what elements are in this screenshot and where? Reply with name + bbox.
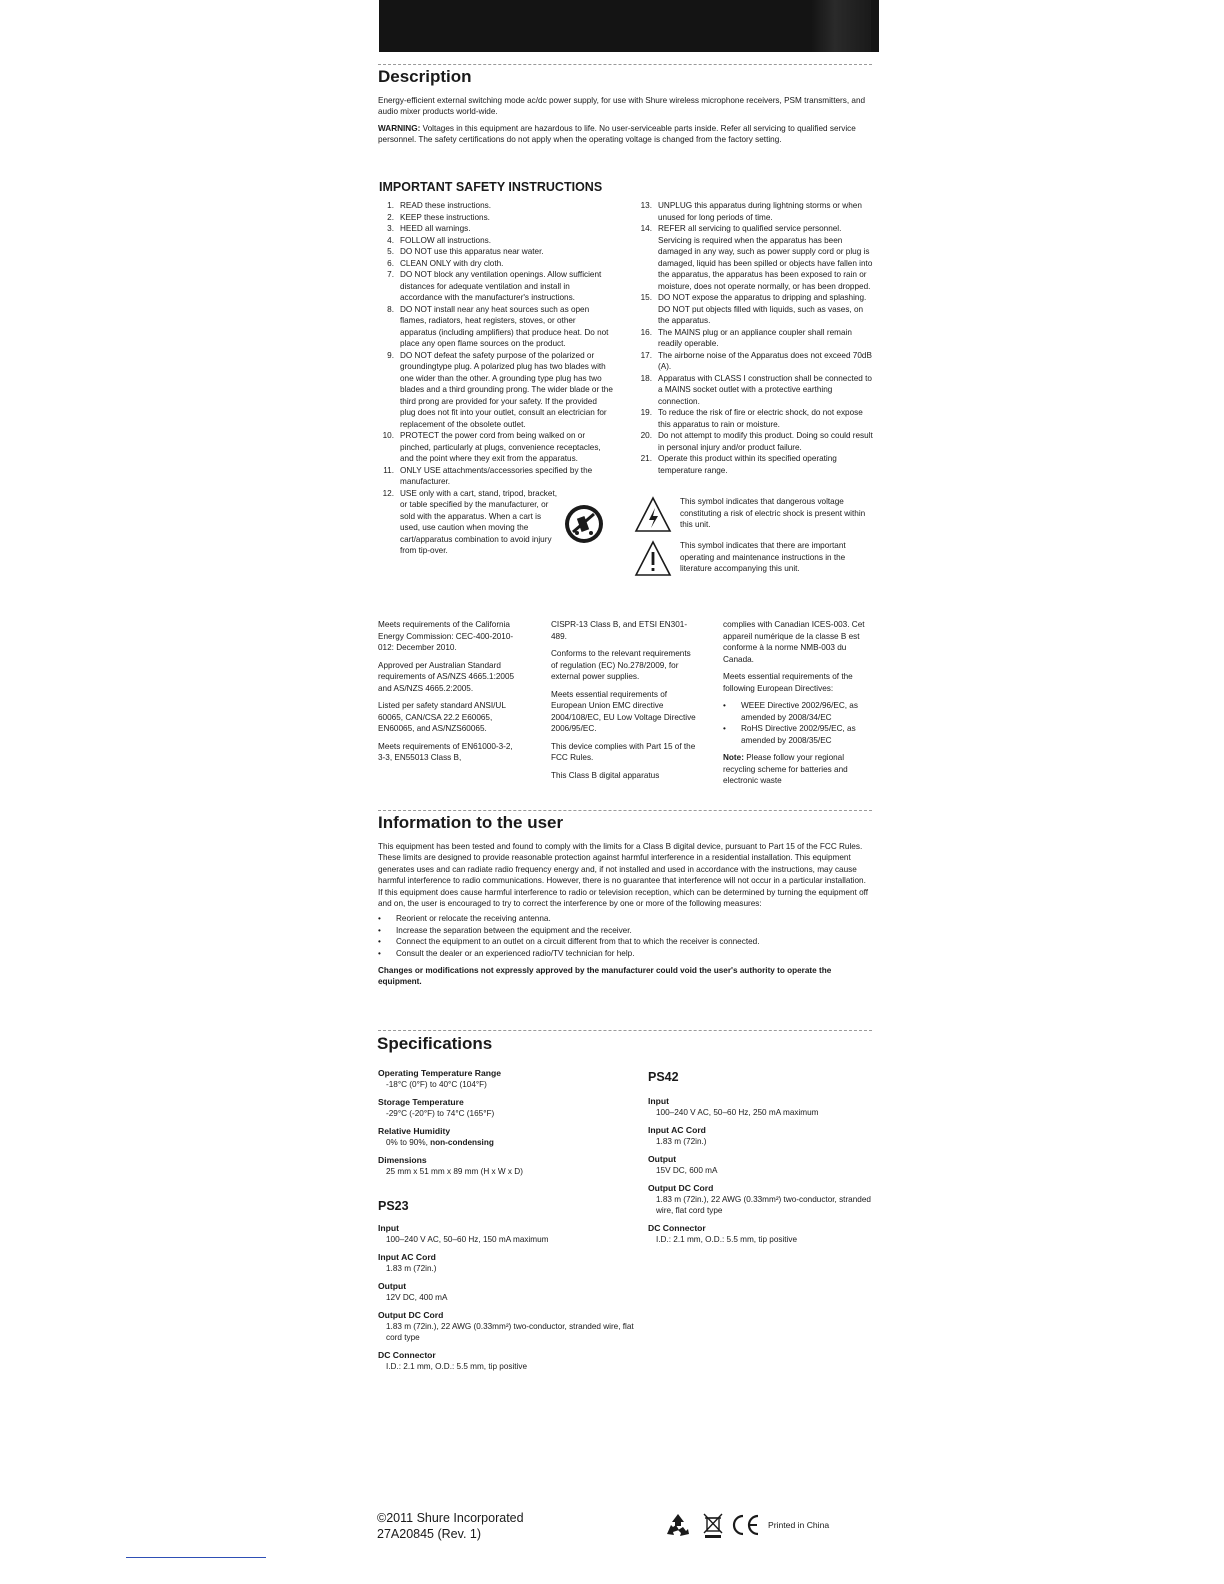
spec-value-text: -29°C (-20°F) to 74°C (165°F) xyxy=(386,1109,495,1118)
blue-rule xyxy=(126,1557,266,1558)
safety-item-number: 4. xyxy=(387,235,394,245)
safety-item-number: 7. xyxy=(387,270,394,279)
safety-item-text: REFER all servicing to qualified service personnel. Servicing is required when the apparatus has been damaged in any way, such as power supply cord or plug is damaged, liquid has been spilled or objects have fallen into the apparatus, the apparatus has been exposed to rain or moisture, does not operate normally, or has been dropped. xyxy=(658,224,873,291)
spec-value xyxy=(386,1108,638,1119)
safety-item-text: The MAINS plug or an appliance coupler shall remain readily operable. xyxy=(658,327,852,348)
spec-value xyxy=(386,1079,638,1090)
lightning-warning-icon xyxy=(634,496,672,534)
part-number: 27A20845 (Rev. 1) xyxy=(377,1527,481,1541)
safety-item-number: 15. xyxy=(640,293,652,302)
compliance-text: Approved per Australian Standard requirements of AS/NZS 4665.1:2005 and AS/NZS 4665.2:2005. xyxy=(378,660,515,693)
safety-item-text: Apparatus with CLASS I construction shall be connected to a MAINS socket outlet with a protective earthing connection. xyxy=(658,373,872,406)
list-item-text: WEEE Directive 2002/96/EC, as amended by 2008/34/EC xyxy=(741,701,858,722)
compliance-note xyxy=(723,752,875,787)
printed-in: Printed in China xyxy=(768,1520,830,1530)
voltage-symbol-row xyxy=(634,496,874,534)
safety-item xyxy=(376,465,614,488)
spec-value xyxy=(386,1166,638,1177)
exclamation-warning-icon xyxy=(634,540,672,578)
safety-item-number: 21. xyxy=(640,454,652,463)
spec-value xyxy=(386,1361,638,1372)
safety-item-text: USE only with a cart, stand, tripod, bracket, or table specified by the manufacturer, or sold with the apparatus. When a cart is used, use caution when moving the cart/apparatus combination to avoid injury from tip-over. xyxy=(400,488,557,555)
weee-bin-icon xyxy=(702,1512,724,1538)
list-item-text: Reorient or relocate the receiving antenna. xyxy=(396,914,551,924)
spec-value-text: I.D.: 2.1 mm, O.D.: 5.5 mm, tip positive xyxy=(386,1362,528,1371)
list-item xyxy=(378,913,872,924)
safety-title: IMPORTANT SAFETY INSTRUCTIONS xyxy=(379,180,603,194)
safety-item-number: 12. xyxy=(382,488,394,498)
spec-value-text: -18°C (0°F) to 40°C (104°F) xyxy=(386,1080,487,1089)
list-item-text: RoHS Directive 2002/95/EC, as amended by 2008/35/EC xyxy=(741,724,856,745)
cart-warning-icon xyxy=(564,504,604,544)
spec-value-text: 100–240 V AC, 50–60 Hz, 150 mA maximum xyxy=(386,1235,549,1244)
safety-item-text: ONLY USE attachments/accessories specified by the manufacturer. xyxy=(400,465,593,486)
safety-item-text: Operate this product within its specified operating temperature range. xyxy=(658,454,837,475)
compliance-column-3 xyxy=(723,619,875,793)
safety-item xyxy=(376,246,614,258)
safety-item-text: KEEP these instructions. xyxy=(400,212,490,222)
safety-item xyxy=(376,350,614,431)
info-user-section xyxy=(378,813,872,988)
bullet-icon: • xyxy=(378,914,381,924)
list-item xyxy=(378,948,872,959)
safety-item xyxy=(634,453,874,476)
spec-value xyxy=(656,1107,878,1118)
safety-item xyxy=(376,235,614,247)
safety-item-text: READ these instructions. xyxy=(400,201,492,210)
safety-item-text: To reduce the risk of fire or electric shock, do not expose this apparatus to rain or moisture. xyxy=(658,408,863,429)
safety-item xyxy=(634,223,874,292)
spec-value xyxy=(656,1165,878,1176)
voltage-symbol-text: This symbol indicates that dangerous voltage constituting a risk of electric shock is present within this unit. xyxy=(680,497,866,529)
safety-item-text: DO NOT expose the apparatus to dripping and splashing. DO NOT put objects filled with liquids, such as vases, on the apparatus. xyxy=(658,293,867,325)
safety-item-text: The airborne noise of the Apparatus does not exceed 70dB (A). xyxy=(658,350,872,371)
warning-label: WARNING: xyxy=(378,123,421,133)
spec-value xyxy=(656,1234,878,1245)
safety-item xyxy=(376,200,614,212)
safety-item-text: DO NOT install near any heat sources such as open flames, radiators, heat registers, stoves, or other apparatus (including amplifiers) that produce heat. Do not place any open flame sources on the product. xyxy=(400,304,609,348)
compliance-text: Meets essential requirements of European Union EMC directive 2004/108/EC, EU Low Voltage Directive 2006/95/EC. xyxy=(551,689,696,733)
list-item xyxy=(723,723,875,746)
safety-item-number: 9. xyxy=(387,350,394,360)
spec-label: Output xyxy=(378,1281,407,1291)
safety-item xyxy=(376,269,614,304)
spec-label: Output xyxy=(648,1154,677,1164)
specs-left-column xyxy=(378,1068,638,1379)
list-item-text: Connect the equipment to an outlet on a circuit different from that to which the receiver is connected. xyxy=(396,937,760,947)
spec-value-text: 0% to 90%, xyxy=(386,1138,431,1147)
ps23-title: PS23 xyxy=(378,1199,409,1213)
spec-value-text: 1.83 m (72in.) xyxy=(656,1137,707,1146)
list-item xyxy=(378,936,872,947)
safety-item xyxy=(376,258,614,270)
spec-label: Storage Temperature xyxy=(378,1097,464,1107)
safety-item-number: 14. xyxy=(640,224,652,233)
compliance-text: This Class B digital apparatus xyxy=(551,770,660,780)
safety-item xyxy=(376,212,614,224)
safety-item xyxy=(376,223,614,235)
safety-item-number: 5. xyxy=(387,247,394,256)
safety-item-text: DO NOT use this apparatus near water. xyxy=(400,247,544,256)
compliance-text: Meets essential requirements of the following European Directives: xyxy=(723,672,853,693)
info-user-notice: Changes or modifications not expressly approved by the manufacturer could void the user's authority to operate the equipment. xyxy=(378,966,832,987)
safety-item xyxy=(634,350,874,373)
spec-value-text: 12V DC, 400 mA xyxy=(386,1293,448,1302)
safety-item-text: UNPLUG this apparatus during lightning storms or when unused for long periods of time. xyxy=(658,201,862,222)
safety-item xyxy=(634,373,874,408)
divider xyxy=(378,1030,872,1031)
ce-mark-icon xyxy=(730,1513,760,1537)
safety-item-number: 2. xyxy=(387,212,394,222)
spec-label: Relative Humidity xyxy=(378,1126,451,1136)
divider xyxy=(378,64,872,65)
footer-left xyxy=(377,1510,524,1542)
safety-item xyxy=(634,327,874,350)
warning-body: Voltages in this equipment are hazardous to life. No user-serviceable parts inside. Refer all servicing to qualified service personnel. The safety certifications do not apply when the operating voltage is changed from the factory setting. xyxy=(378,123,856,145)
safety-item-number: 1. xyxy=(387,201,394,210)
spec-label: Dimensions xyxy=(378,1155,427,1165)
spec-label: Input xyxy=(648,1096,669,1106)
attention-symbol-text: This symbol indicates that there are important operating and maintenance instructions in the literature accompanying this unit. xyxy=(680,541,846,573)
safety-item xyxy=(634,430,874,453)
safety-item-text: CLEAN ONLY with dry cloth. xyxy=(400,258,504,268)
info-user-title: Information to the user xyxy=(378,813,564,832)
spec-value xyxy=(386,1234,638,1245)
spec-value xyxy=(386,1321,638,1343)
bullet-icon: • xyxy=(378,937,381,947)
list-item xyxy=(723,700,875,723)
safety-item-text: PROTECT the power cord from being walked on or pinched, particularly at plugs, convenience receptacles, and the point where they exit from the apparatus. xyxy=(400,431,601,463)
list-item xyxy=(378,925,872,936)
spec-value-text: 1.83 m (72in.) xyxy=(386,1264,437,1273)
spec-label: Input AC Cord xyxy=(378,1252,436,1262)
safety-item-text: DO NOT block any ventilation openings. Allow sufficient distances for adequate ventilation and install in accordance with the manufacturer's instructions. xyxy=(400,270,602,302)
recycle-icon xyxy=(664,1512,692,1538)
info-user-paragraph: This equipment has been tested and found to comply with the limits for a Class B digital device, pursuant to Part 15 of the FCC Rules. These limits are designed to provide reasonable protection against harmful interference in a residential installation. This equipment generates uses and can radiate radio frequency energy and, if not installed and used in accordance with the instructions, may cause harmful interference to radio communications. However, there is no guarantee that interference will not occur in a particular installation. If this equipment does cause harmful interference to radio or television reception, which can be determined by turning the equipment off and on, the user is encouraged to try to correct the interference by one or more of the following measures: xyxy=(378,842,869,909)
safety-item-text: Do not attempt to modify this product. Doing so could result in personal injury and/or product failure. xyxy=(658,431,873,452)
compliance-text: CISPR-13 Class B, and ETSI EN301-489. xyxy=(551,620,688,641)
spec-label: Input xyxy=(378,1223,399,1233)
copyright: ©2011 Shure Incorporated xyxy=(377,1511,524,1525)
safety-item-number: 13. xyxy=(640,201,652,210)
list-item-text: Consult the dealer or an experienced radio/TV technician for help. xyxy=(396,948,635,958)
safety-item-text: DO NOT defeat the safety purpose of the polarized or groundingtype plug. A polarized plug has two blades with one wider than the other. A grounding type plug has two blades and a third grounding prong. The wider blade or the third prong are provided for your safety. If the provided plug does not fit into your outlet, consult an electrician for replacement of the obsolete outlet. xyxy=(400,350,613,429)
spec-value xyxy=(386,1137,638,1148)
safety-right-column xyxy=(634,200,874,584)
ps42-title: PS42 xyxy=(648,1070,679,1084)
safety-left-column xyxy=(376,200,614,557)
safety-item-number: 19. xyxy=(640,408,652,417)
spec-value-text: 100–240 V AC, 50–60 Hz, 250 mA maximum xyxy=(656,1108,819,1117)
safety-item-number: 17. xyxy=(640,350,652,360)
safety-item xyxy=(634,407,874,430)
description-text: Energy-efficient external switching mode ac/dc power supply, for use with Shure wireless microphone receivers, PSM transmitters, and audio mixer products world-wide. xyxy=(378,96,866,117)
safety-item xyxy=(634,292,874,327)
safety-item-text: FOLLOW all instructions. xyxy=(400,235,491,245)
spec-label: Output DC Cord xyxy=(378,1310,444,1320)
attention-symbol-row xyxy=(634,540,874,578)
footer-marks xyxy=(664,1512,829,1538)
specs-title: Specifications xyxy=(377,1034,493,1053)
compliance-text: Meets requirements of EN61000-3-2, 3-3, EN55013 Class B, xyxy=(378,741,513,762)
bullet-icon: • xyxy=(378,925,381,935)
spec-value-text: 15V DC, 600 mA xyxy=(656,1166,718,1175)
bullet-icon: • xyxy=(723,724,726,733)
compliance-column-1 xyxy=(378,619,518,770)
header-black-bar xyxy=(379,0,879,52)
spec-value xyxy=(386,1292,638,1303)
spec-value-text: I.D.: 2.1 mm, O.D.: 5.5 mm, tip positive xyxy=(656,1235,798,1244)
spec-value xyxy=(386,1263,638,1274)
compliance-text: complies with Canadian ICES-003. Cet appareil numérique de la classe B est conforme à la norme NMB-003 du Canada. xyxy=(723,620,865,664)
safety-item-number: 6. xyxy=(387,258,394,268)
spec-label: DC Connector xyxy=(648,1223,706,1233)
safety-item xyxy=(376,430,614,465)
safety-item-12 xyxy=(376,488,614,557)
safety-item-number: 18. xyxy=(640,373,652,383)
safety-item xyxy=(634,200,874,223)
spec-label: Operating Temperature Range xyxy=(378,1068,502,1078)
spec-value-text: 1.83 m (72in.), 22 AWG (0.33mm²) two-conductor, stranded wire, flat cord type xyxy=(386,1322,634,1342)
safety-item-number: 20. xyxy=(640,431,652,440)
compliance-text: Meets requirements of the California Energy Commission: CEC-400-2010-012: December 2010. xyxy=(378,620,514,652)
spec-value-bold: non-condensing xyxy=(430,1138,494,1147)
compliance-text: This device complies with Part 15 of the FCC Rules. xyxy=(551,741,696,762)
safety-item-number: 8. xyxy=(387,304,394,314)
bullet-icon: • xyxy=(378,948,381,958)
spec-label: Output DC Cord xyxy=(648,1183,714,1193)
spec-value-text: 25 mm x 51 mm x 89 mm (H x W x D) xyxy=(386,1167,523,1176)
specs-right-column xyxy=(648,1070,878,1252)
description-title: Description xyxy=(378,67,472,86)
safety-item-text: HEED all warnings. xyxy=(400,224,471,233)
spec-value xyxy=(656,1194,878,1216)
safety-item-number: 10. xyxy=(382,431,394,440)
compliance-text: Conforms to the relevant requirements of regulation (EC) No.278/2009, for external power supplies. xyxy=(551,649,691,681)
description-section xyxy=(378,67,872,146)
spec-label: Input AC Cord xyxy=(648,1125,706,1135)
safety-item-number: 3. xyxy=(387,224,394,233)
note-text: Please follow your regional recycling scheme for batteries and electronic waste xyxy=(723,753,848,785)
compliance-column-2 xyxy=(551,619,696,787)
bullet-icon: • xyxy=(723,701,726,710)
spec-value-text: 1.83 m (72in.), 22 AWG (0.33mm²) two-conductor, stranded wire, flat cord type xyxy=(656,1195,871,1215)
warning-text xyxy=(378,123,872,146)
list-item-text: Increase the separation between the equipment and the receiver. xyxy=(396,925,632,935)
safety-item xyxy=(376,304,614,350)
note-label: Note: xyxy=(723,753,744,762)
safety-item-number: 11. xyxy=(383,465,394,475)
divider xyxy=(378,810,872,811)
spec-value xyxy=(656,1136,878,1147)
safety-item-number: 16. xyxy=(640,327,652,337)
spec-label: DC Connector xyxy=(378,1350,436,1360)
compliance-text: Listed per safety standard ANSI/UL 60065, CAN/CSA 22.2 E60065, EN60065, and AS/NZS60065. xyxy=(378,701,506,733)
